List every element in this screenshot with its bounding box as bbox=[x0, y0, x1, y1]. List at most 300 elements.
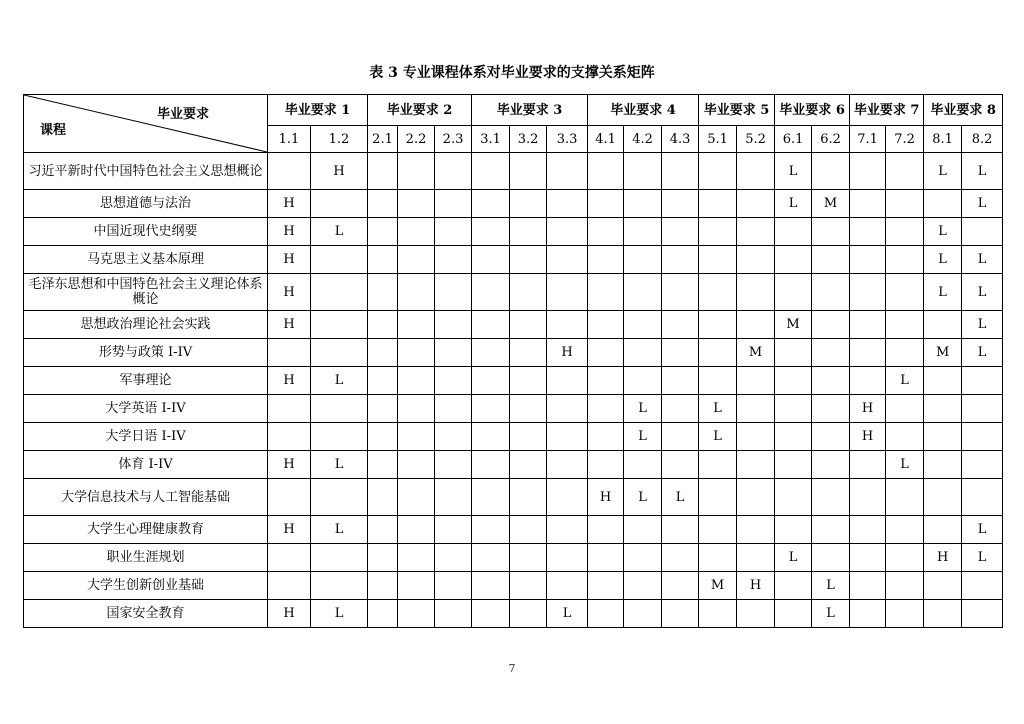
support-level-cell bbox=[699, 367, 737, 395]
support-level-cell bbox=[662, 600, 699, 628]
support-level-cell bbox=[435, 395, 472, 423]
support-level-cell bbox=[588, 311, 624, 339]
support-level-cell bbox=[435, 479, 472, 516]
support-level-cell bbox=[737, 246, 775, 274]
support-level-cell bbox=[510, 451, 547, 479]
support-level-cell bbox=[624, 572, 662, 600]
support-level-cell bbox=[368, 516, 398, 544]
support-level-cell bbox=[699, 451, 737, 479]
support-level-cell bbox=[510, 572, 547, 600]
support-level-cell bbox=[737, 395, 775, 423]
support-level-cell bbox=[435, 516, 472, 544]
support-level-cell bbox=[268, 544, 311, 572]
support-level-cell bbox=[850, 600, 886, 628]
course-name-cell: 大学生心理健康教育 bbox=[24, 516, 268, 544]
support-level-cell bbox=[699, 274, 737, 311]
support-level-cell: L bbox=[699, 423, 737, 451]
support-level-cell: L bbox=[962, 544, 1003, 572]
support-level-cell bbox=[624, 246, 662, 274]
sub-header: 4.3 bbox=[662, 126, 699, 153]
support-level-cell bbox=[398, 423, 435, 451]
support-level-cell bbox=[886, 516, 924, 544]
support-level-cell bbox=[962, 367, 1003, 395]
support-level-cell bbox=[547, 479, 588, 516]
support-level-cell bbox=[850, 572, 886, 600]
support-level-cell bbox=[368, 190, 398, 218]
support-level-cell bbox=[850, 544, 886, 572]
support-level-cell bbox=[812, 311, 850, 339]
support-level-cell bbox=[588, 395, 624, 423]
course-name-cell: 毛泽东思想和中国特色社会主义理论体系概论 bbox=[24, 274, 268, 311]
support-level-cell: L bbox=[812, 600, 850, 628]
course-name-cell: 大学英语 I-IV bbox=[24, 395, 268, 423]
support-level-cell bbox=[547, 395, 588, 423]
support-level-cell bbox=[510, 190, 547, 218]
support-level-cell bbox=[547, 572, 588, 600]
support-level-cell bbox=[662, 395, 699, 423]
table-row bbox=[24, 311, 1003, 339]
table-row bbox=[24, 516, 1003, 544]
table-row bbox=[24, 246, 1003, 274]
support-level-cell bbox=[812, 544, 850, 572]
support-level-cell bbox=[472, 516, 510, 544]
support-level-cell bbox=[510, 311, 547, 339]
support-level-cell bbox=[472, 600, 510, 628]
support-level-cell bbox=[472, 218, 510, 246]
course-name-cell: 职业生涯规划 bbox=[24, 544, 268, 572]
course-name-cell: 思想道德与法治 bbox=[24, 190, 268, 218]
support-level-cell: M bbox=[924, 339, 962, 367]
support-level-cell bbox=[662, 153, 699, 190]
support-level-cell bbox=[547, 311, 588, 339]
table-row bbox=[24, 451, 1003, 479]
support-level-cell bbox=[368, 218, 398, 246]
table-row bbox=[24, 218, 1003, 246]
group-header: 毕业要求 4 bbox=[588, 95, 699, 126]
course-name-cell: 中国近现代史纲要 bbox=[24, 218, 268, 246]
support-level-cell bbox=[737, 516, 775, 544]
support-level-cell bbox=[812, 274, 850, 311]
support-level-cell bbox=[311, 544, 368, 572]
diag-course-label: 课程 bbox=[40, 123, 67, 138]
support-level-cell bbox=[510, 479, 547, 516]
support-level-cell bbox=[737, 479, 775, 516]
table-row bbox=[24, 423, 1003, 451]
support-level-cell bbox=[472, 339, 510, 367]
support-level-cell bbox=[775, 339, 812, 367]
course-name-cell: 体育 I-IV bbox=[24, 451, 268, 479]
support-level-cell bbox=[699, 153, 737, 190]
support-level-cell bbox=[472, 311, 510, 339]
course-name-cell: 军事理论 bbox=[24, 367, 268, 395]
support-level-cell bbox=[699, 246, 737, 274]
sub-header: 2.2 bbox=[398, 126, 435, 153]
support-level-cell bbox=[510, 218, 547, 246]
support-level-cell bbox=[311, 423, 368, 451]
support-level-cell bbox=[588, 572, 624, 600]
support-level-cell: L bbox=[962, 311, 1003, 339]
support-level-cell bbox=[547, 153, 588, 190]
support-matrix-table bbox=[23, 94, 1003, 628]
support-level-cell bbox=[812, 479, 850, 516]
support-level-cell bbox=[472, 274, 510, 311]
support-level-cell bbox=[588, 516, 624, 544]
support-level-cell bbox=[962, 423, 1003, 451]
support-level-cell bbox=[510, 274, 547, 311]
support-level-cell bbox=[662, 572, 699, 600]
table-row bbox=[24, 572, 1003, 600]
support-level-cell bbox=[547, 190, 588, 218]
support-level-cell: L bbox=[775, 544, 812, 572]
sub-header: 7.1 bbox=[850, 126, 886, 153]
sub-header: 3.1 bbox=[472, 126, 510, 153]
support-level-cell: L bbox=[775, 190, 812, 218]
support-level-cell bbox=[924, 395, 962, 423]
group-header-row bbox=[24, 95, 1003, 126]
sub-header: 1.2 bbox=[311, 126, 368, 153]
support-level-cell bbox=[435, 367, 472, 395]
support-level-cell bbox=[472, 395, 510, 423]
support-level-cell bbox=[775, 600, 812, 628]
support-level-cell bbox=[850, 311, 886, 339]
support-level-cell bbox=[547, 218, 588, 246]
support-level-cell bbox=[662, 339, 699, 367]
support-level-cell: L bbox=[924, 246, 962, 274]
course-name-cell: 马克思主义基本原理 bbox=[24, 246, 268, 274]
support-level-cell: L bbox=[775, 153, 812, 190]
table-row bbox=[24, 274, 1003, 311]
group-header: 毕业要求 2 bbox=[368, 95, 472, 126]
sub-header: 7.2 bbox=[886, 126, 924, 153]
support-level-cell bbox=[624, 339, 662, 367]
support-level-cell bbox=[398, 367, 435, 395]
table-row bbox=[24, 395, 1003, 423]
support-level-cell bbox=[311, 274, 368, 311]
support-level-cell bbox=[886, 190, 924, 218]
support-level-cell bbox=[886, 339, 924, 367]
course-name-cell: 大学生创新创业基础 bbox=[24, 572, 268, 600]
support-level-cell bbox=[662, 274, 699, 311]
support-level-cell bbox=[662, 367, 699, 395]
support-level-cell bbox=[850, 274, 886, 311]
support-level-cell bbox=[924, 423, 962, 451]
support-level-cell bbox=[775, 479, 812, 516]
support-level-cell bbox=[368, 395, 398, 423]
support-level-cell bbox=[962, 600, 1003, 628]
support-level-cell bbox=[510, 339, 547, 367]
support-level-cell bbox=[737, 451, 775, 479]
support-level-cell bbox=[368, 339, 398, 367]
support-level-cell bbox=[699, 190, 737, 218]
support-level-cell bbox=[699, 479, 737, 516]
support-level-cell bbox=[775, 218, 812, 246]
support-level-cell bbox=[368, 572, 398, 600]
support-level-cell bbox=[850, 218, 886, 246]
support-level-cell bbox=[435, 423, 472, 451]
support-level-cell bbox=[850, 479, 886, 516]
support-level-cell bbox=[699, 311, 737, 339]
support-level-cell bbox=[547, 423, 588, 451]
group-header: 毕业要求 8 bbox=[924, 95, 1003, 126]
support-level-cell: H bbox=[268, 311, 311, 339]
support-level-cell bbox=[737, 544, 775, 572]
support-level-cell bbox=[812, 153, 850, 190]
course-name-cell: 大学信息技术与人工智能基础 bbox=[24, 479, 268, 516]
support-level-cell bbox=[812, 339, 850, 367]
support-level-cell bbox=[850, 190, 886, 218]
support-level-cell bbox=[775, 246, 812, 274]
support-level-cell bbox=[662, 218, 699, 246]
support-level-cell: L bbox=[624, 423, 662, 451]
support-level-cell bbox=[699, 600, 737, 628]
support-level-cell bbox=[547, 544, 588, 572]
support-level-cell bbox=[472, 479, 510, 516]
support-level-cell bbox=[311, 190, 368, 218]
table-row bbox=[24, 479, 1003, 516]
support-level-cell bbox=[510, 367, 547, 395]
support-level-cell bbox=[924, 367, 962, 395]
support-level-cell bbox=[398, 339, 435, 367]
support-level-cell bbox=[775, 572, 812, 600]
support-level-cell bbox=[886, 572, 924, 600]
support-level-cell: H bbox=[924, 544, 962, 572]
support-level-cell bbox=[624, 516, 662, 544]
matrix-body bbox=[24, 153, 1003, 628]
support-level-cell: L bbox=[962, 153, 1003, 190]
support-level-cell bbox=[398, 153, 435, 190]
diagonal-header-cell bbox=[24, 95, 268, 153]
support-level-cell: H bbox=[547, 339, 588, 367]
table-row bbox=[24, 339, 1003, 367]
support-level-cell bbox=[368, 479, 398, 516]
support-level-cell bbox=[547, 246, 588, 274]
support-level-cell bbox=[662, 311, 699, 339]
support-level-cell bbox=[924, 451, 962, 479]
support-level-cell bbox=[311, 246, 368, 274]
support-level-cell: L bbox=[624, 395, 662, 423]
support-level-cell bbox=[624, 367, 662, 395]
support-level-cell bbox=[435, 572, 472, 600]
support-level-cell bbox=[268, 395, 311, 423]
support-level-cell bbox=[472, 153, 510, 190]
support-level-cell: H bbox=[268, 246, 311, 274]
sub-header: 6.2 bbox=[812, 126, 850, 153]
support-level-cell bbox=[435, 274, 472, 311]
course-name-cell: 习近平新时代中国特色社会主义思想概论 bbox=[24, 153, 268, 190]
support-level-cell bbox=[924, 600, 962, 628]
sub-header: 8.2 bbox=[962, 126, 1003, 153]
course-name-cell: 思想政治理论社会实践 bbox=[24, 311, 268, 339]
support-level-cell bbox=[510, 544, 547, 572]
support-level-cell bbox=[886, 423, 924, 451]
support-level-cell: H bbox=[311, 153, 368, 190]
support-level-cell bbox=[510, 395, 547, 423]
support-level-cell bbox=[812, 451, 850, 479]
support-level-cell bbox=[737, 311, 775, 339]
support-level-cell bbox=[547, 516, 588, 544]
sub-header: 2.1 bbox=[368, 126, 398, 153]
support-level-cell bbox=[662, 516, 699, 544]
sub-header: 5.1 bbox=[699, 126, 737, 153]
support-level-cell bbox=[775, 274, 812, 311]
support-level-cell: M bbox=[699, 572, 737, 600]
support-level-cell bbox=[624, 153, 662, 190]
support-level-cell bbox=[588, 153, 624, 190]
support-level-cell: L bbox=[962, 516, 1003, 544]
support-level-cell bbox=[435, 339, 472, 367]
support-level-cell bbox=[311, 572, 368, 600]
support-level-cell bbox=[435, 190, 472, 218]
support-level-cell bbox=[368, 367, 398, 395]
support-level-cell bbox=[547, 367, 588, 395]
support-level-cell bbox=[588, 218, 624, 246]
table-row bbox=[24, 600, 1003, 628]
support-level-cell bbox=[472, 451, 510, 479]
support-level-cell bbox=[510, 153, 547, 190]
course-name-cell: 大学日语 I-IV bbox=[24, 423, 268, 451]
support-level-cell bbox=[662, 544, 699, 572]
support-level-cell bbox=[435, 153, 472, 190]
support-level-cell: L bbox=[962, 246, 1003, 274]
support-level-cell bbox=[962, 572, 1003, 600]
support-level-cell bbox=[588, 600, 624, 628]
support-level-cell bbox=[588, 246, 624, 274]
support-level-cell bbox=[886, 479, 924, 516]
page-number: 7 bbox=[508, 662, 516, 675]
sub-header: 3.3 bbox=[547, 126, 588, 153]
support-level-cell bbox=[699, 544, 737, 572]
support-level-cell bbox=[435, 311, 472, 339]
support-level-cell bbox=[924, 516, 962, 544]
sub-header: 3.2 bbox=[510, 126, 547, 153]
support-level-cell: L bbox=[311, 218, 368, 246]
support-level-cell: L bbox=[962, 339, 1003, 367]
support-level-cell bbox=[624, 451, 662, 479]
support-level-cell bbox=[662, 190, 699, 218]
sub-header: 8.1 bbox=[924, 126, 962, 153]
diag-requirement-label: 毕业要求 bbox=[156, 107, 209, 122]
support-level-cell bbox=[268, 423, 311, 451]
support-level-cell bbox=[368, 311, 398, 339]
support-level-cell: H bbox=[588, 479, 624, 516]
support-level-cell: H bbox=[268, 218, 311, 246]
support-level-cell: L bbox=[812, 572, 850, 600]
support-level-cell bbox=[737, 274, 775, 311]
group-header: 毕业要求 7 bbox=[850, 95, 924, 126]
support-level-cell bbox=[924, 572, 962, 600]
support-level-cell bbox=[624, 218, 662, 246]
support-level-cell bbox=[398, 274, 435, 311]
support-level-cell bbox=[398, 451, 435, 479]
support-level-cell: L bbox=[311, 600, 368, 628]
course-name-cell: 国家安全教育 bbox=[24, 600, 268, 628]
support-level-cell: L bbox=[886, 367, 924, 395]
support-level-cell bbox=[588, 451, 624, 479]
support-level-cell bbox=[588, 274, 624, 311]
support-level-cell bbox=[624, 544, 662, 572]
support-level-cell bbox=[812, 423, 850, 451]
support-level-cell: H bbox=[850, 423, 886, 451]
support-level-cell bbox=[398, 572, 435, 600]
support-level-cell bbox=[850, 451, 886, 479]
support-level-cell bbox=[775, 423, 812, 451]
support-level-cell bbox=[812, 516, 850, 544]
support-level-cell bbox=[962, 479, 1003, 516]
support-level-cell bbox=[886, 544, 924, 572]
support-level-cell bbox=[368, 544, 398, 572]
support-level-cell bbox=[850, 367, 886, 395]
support-level-cell: L bbox=[962, 274, 1003, 311]
support-level-cell bbox=[472, 423, 510, 451]
support-level-cell bbox=[588, 190, 624, 218]
support-level-cell bbox=[435, 600, 472, 628]
support-level-cell: M bbox=[812, 190, 850, 218]
support-level-cell bbox=[398, 190, 435, 218]
support-level-cell: L bbox=[924, 218, 962, 246]
support-level-cell bbox=[472, 246, 510, 274]
group-header: 毕业要求 1 bbox=[268, 95, 368, 126]
support-level-cell: L bbox=[924, 274, 962, 311]
support-level-cell bbox=[398, 218, 435, 246]
support-level-cell bbox=[699, 516, 737, 544]
support-level-cell bbox=[472, 572, 510, 600]
support-level-cell bbox=[368, 600, 398, 628]
support-level-cell bbox=[662, 451, 699, 479]
support-level-cell bbox=[311, 339, 368, 367]
support-level-cell bbox=[311, 311, 368, 339]
support-level-cell bbox=[435, 218, 472, 246]
support-level-cell bbox=[398, 246, 435, 274]
support-level-cell bbox=[886, 274, 924, 311]
support-level-cell bbox=[588, 544, 624, 572]
support-level-cell bbox=[962, 451, 1003, 479]
support-level-cell: L bbox=[962, 190, 1003, 218]
support-level-cell bbox=[398, 479, 435, 516]
support-level-cell bbox=[886, 246, 924, 274]
sub-header: 1.1 bbox=[268, 126, 311, 153]
support-level-cell bbox=[472, 544, 510, 572]
support-level-cell: L bbox=[311, 451, 368, 479]
support-level-cell: H bbox=[268, 367, 311, 395]
support-level-cell bbox=[775, 516, 812, 544]
support-level-cell bbox=[624, 274, 662, 311]
support-level-cell bbox=[472, 190, 510, 218]
support-level-cell bbox=[886, 153, 924, 190]
support-level-cell bbox=[737, 367, 775, 395]
course-name-cell: 形势与政策 I-IV bbox=[24, 339, 268, 367]
group-header: 毕业要求 3 bbox=[472, 95, 588, 126]
support-level-cell bbox=[368, 246, 398, 274]
support-level-cell bbox=[588, 339, 624, 367]
support-level-cell bbox=[812, 395, 850, 423]
table-row bbox=[24, 367, 1003, 395]
support-level-cell bbox=[472, 367, 510, 395]
support-level-cell: H bbox=[268, 516, 311, 544]
support-level-cell bbox=[510, 246, 547, 274]
sub-header: 6.1 bbox=[775, 126, 812, 153]
support-level-cell bbox=[435, 451, 472, 479]
support-level-cell: H bbox=[268, 451, 311, 479]
support-level-cell: L bbox=[924, 153, 962, 190]
support-level-cell bbox=[510, 423, 547, 451]
support-level-cell: L bbox=[886, 451, 924, 479]
support-level-cell bbox=[850, 153, 886, 190]
table-row bbox=[24, 190, 1003, 218]
support-level-cell bbox=[624, 600, 662, 628]
support-level-cell bbox=[311, 479, 368, 516]
support-level-cell bbox=[624, 190, 662, 218]
support-level-cell bbox=[311, 395, 368, 423]
